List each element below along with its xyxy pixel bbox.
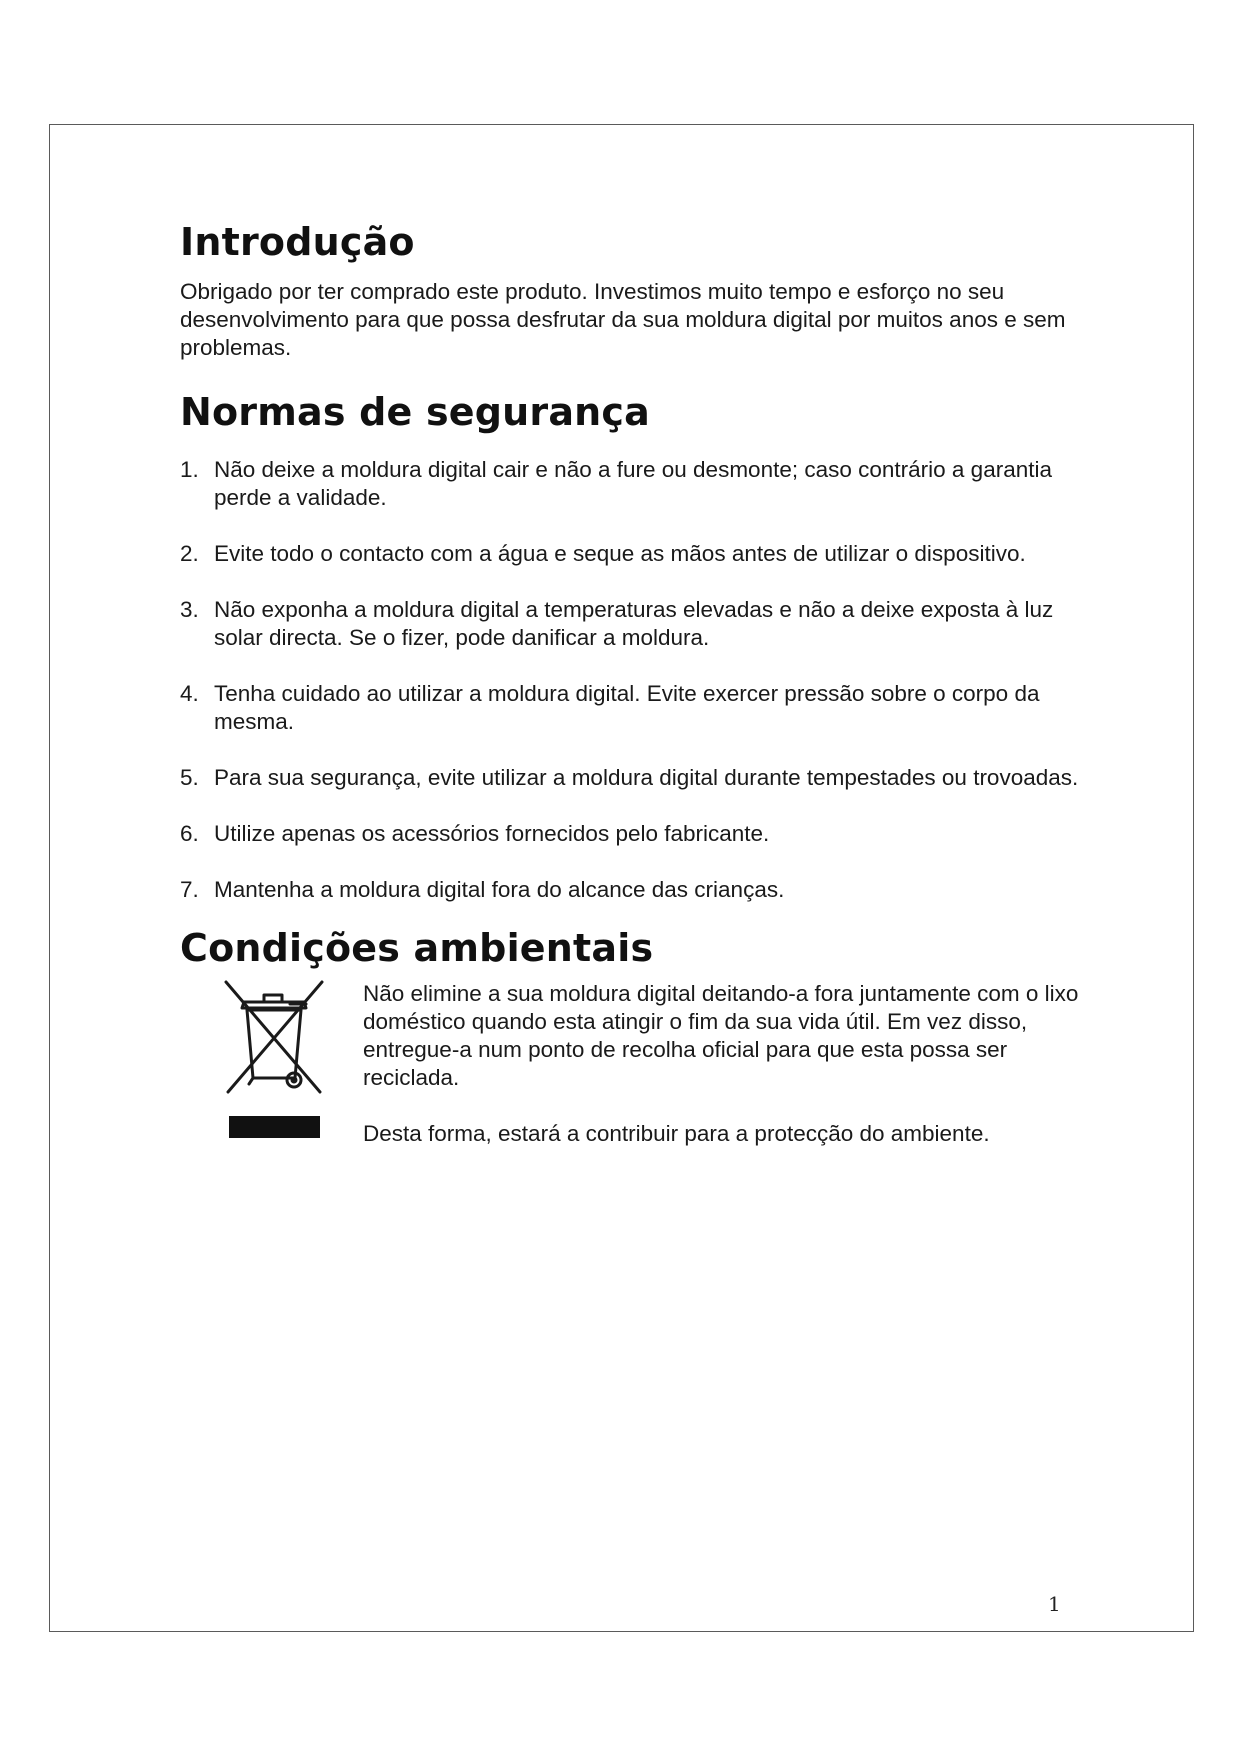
environment-heading: Condições ambientais bbox=[180, 926, 654, 970]
safety-rules-list bbox=[180, 456, 1080, 904]
list-item-number: 4. bbox=[180, 681, 199, 706]
list-item-number: 6. bbox=[180, 821, 199, 846]
list-item-number: 7. bbox=[180, 877, 199, 902]
environment-paragraph-2: Desta forma, estará a contribuir para a protecção do ambiente. bbox=[363, 1121, 990, 1146]
list-item bbox=[180, 456, 1080, 512]
page-content bbox=[180, 210, 1080, 1150]
list-item-number: 1. bbox=[180, 457, 199, 482]
list-item-text: Utilize apenas os acessórios fornecidos pelo fabricante. bbox=[214, 821, 770, 846]
list-item bbox=[180, 680, 1080, 736]
environment-text bbox=[363, 980, 1080, 1150]
environment-section bbox=[180, 980, 1080, 1150]
list-item-number: 5. bbox=[180, 765, 199, 790]
list-item bbox=[180, 596, 1080, 652]
list-item-text: Evite todo o contacto com a água e seque as mãos antes de utilizar o dispositivo. bbox=[214, 541, 1026, 566]
crossed-out-wheelie-bin-icon bbox=[220, 980, 328, 1096]
list-item-number: 2. bbox=[180, 541, 199, 566]
list-item-text: Não exponha a moldura digital a temperaturas elevadas e não a deixe exposta à luz solar directa. Se o fizer, pode danificar a moldura. bbox=[214, 597, 1054, 650]
list-item-number: 3. bbox=[180, 597, 199, 622]
intro-heading: Introdução bbox=[180, 220, 415, 264]
list-item bbox=[180, 876, 1080, 904]
list-item-text: Mantenha a moldura digital fora do alcance das crianças. bbox=[214, 877, 785, 902]
list-item bbox=[180, 540, 1080, 568]
safety-heading: Normas de segurança bbox=[180, 390, 650, 434]
list-item bbox=[180, 820, 1080, 848]
list-item-text: Tenha cuidado ao utilizar a moldura digital. Evite exercer pressão sobre o corpo da mesma. bbox=[214, 681, 1040, 734]
separate-collection-bar bbox=[229, 1116, 320, 1138]
list-item-text: Não deixe a moldura digital cair e não a fure ou desmonte; caso contrário a garantia perde a validade. bbox=[214, 457, 1052, 510]
list-item-text: Para sua segurança, evite utilizar a moldura digital durante tempestades ou trovoadas. bbox=[214, 765, 1079, 790]
weee-symbol bbox=[180, 980, 363, 1150]
environment-paragraph-1: Não elimine a sua moldura digital deitando-a fora juntamente com o lixo doméstico quando esta atingir o fim da sua vida útil. Em vez disso, entregue-a num ponto de recolha oficial para que esta possa ser reciclada. bbox=[363, 981, 1079, 1090]
list-item bbox=[180, 764, 1080, 792]
intro-paragraph: Obrigado por ter comprado este produto. Investimos muito tempo e esforço no seu desenvolvimento para que possa desfrutar da sua moldura digital por muitos anos e sem problemas. bbox=[180, 279, 1066, 360]
page-number: 1 bbox=[1048, 1592, 1061, 1616]
